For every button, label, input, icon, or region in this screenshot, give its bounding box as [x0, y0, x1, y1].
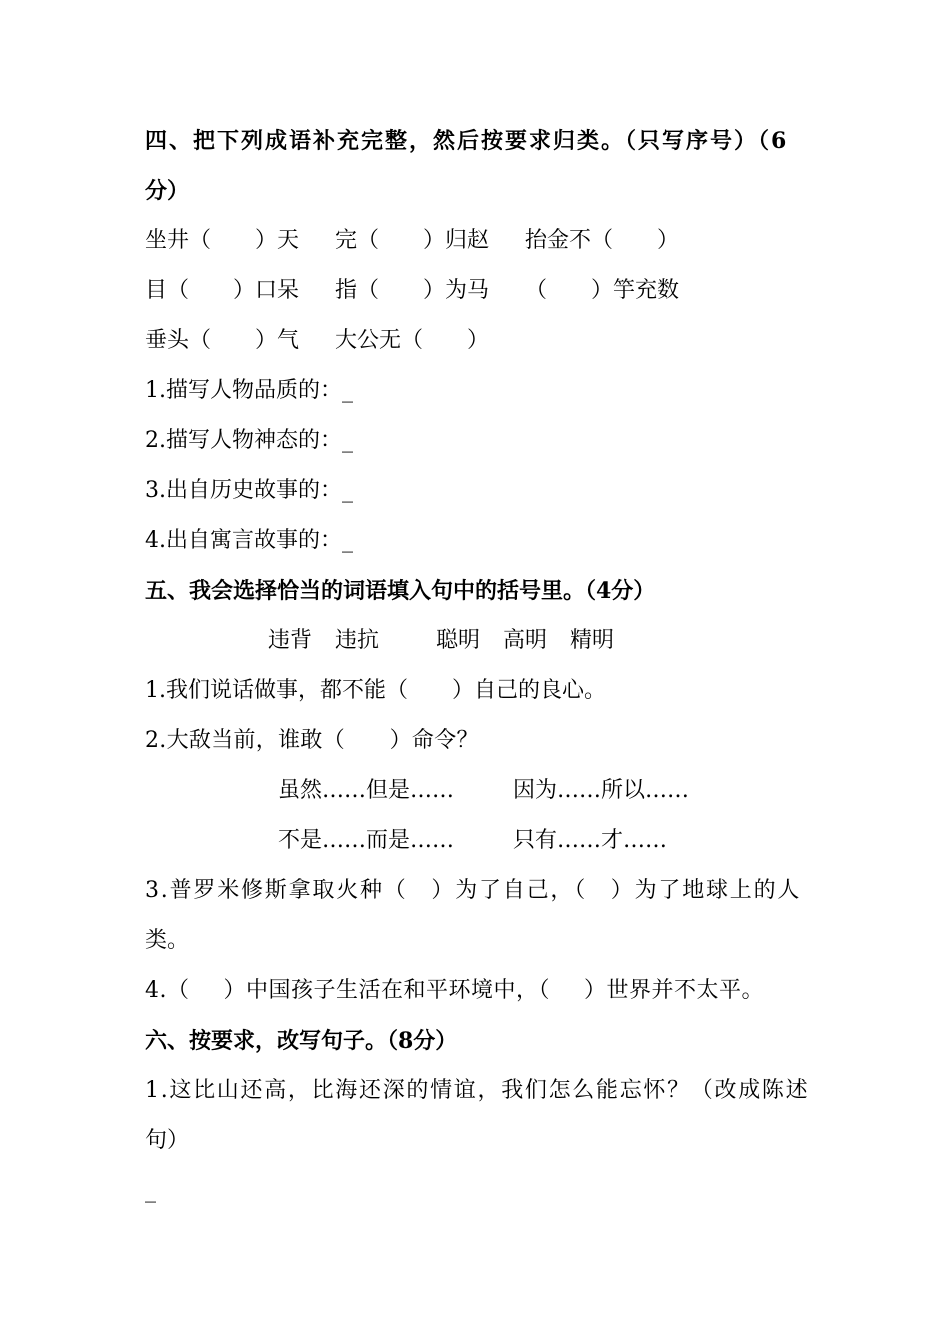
section-5-heading	[0, 566, 950, 616]
question-text: 1.我们说话做事，都不能（ ）自己的良心。	[145, 678, 606, 703]
category-line-3	[0, 466, 950, 516]
section-4-heading-line-2	[0, 166, 950, 216]
section-4-heading-line-1	[0, 116, 950, 166]
question-3-line-1	[0, 866, 950, 916]
question-3-line-2	[0, 916, 950, 966]
idiom-item: 垂头（ ）气	[145, 328, 300, 353]
word-bank-item: 违抗	[335, 628, 380, 653]
question-text: 2.大敌当前，谁敢（ ）命令？	[145, 728, 479, 753]
section-6-heading	[0, 1016, 950, 1066]
idiom-row-2	[0, 266, 950, 316]
category-line-1	[0, 366, 950, 416]
category-line-4	[0, 516, 950, 566]
word-bank-item: 精明	[570, 628, 615, 653]
word-bank	[0, 616, 950, 666]
question-1	[0, 666, 950, 716]
idiom-item: 大公无（ ）	[335, 328, 490, 353]
question-text: 3.普罗米修斯拿取火种（ ）为了自己，（ ）为了地球上的人	[145, 878, 802, 903]
section-4-heading-text: 四、把下列成语补充完整，然后按要求归类。（只写序号）（6	[145, 128, 789, 154]
question-text-cont: 类。	[145, 928, 190, 953]
rewrite-question-1-line-2	[0, 1116, 950, 1166]
connectives-row-2	[0, 816, 950, 866]
idiom-item: 目（ ）口呆	[145, 278, 300, 303]
category-text: 4.出自寓言故事的：_	[145, 528, 353, 553]
idiom-item: 指（ ）为马	[335, 278, 490, 303]
connective-item: 不是……而是……	[278, 828, 455, 853]
connective-item: 虽然……但是……	[278, 778, 455, 803]
word-bank-item: 违背	[268, 628, 313, 653]
category-text: 2.描写人物神态的：_	[145, 428, 353, 453]
idiom-row-3	[0, 316, 950, 366]
connective-item: 因为……所以……	[513, 778, 690, 803]
rewrite-question-1-line-1	[0, 1066, 950, 1116]
answer-blank: _	[145, 1178, 156, 1203]
question-text-cont: 句）	[145, 1128, 190, 1153]
idiom-item: 坐井（ ）天	[145, 228, 300, 253]
word-bank-item: 聪明	[436, 628, 481, 653]
category-text: 1.描写人物品质的：_	[145, 378, 353, 403]
idiom-row-1	[0, 216, 950, 266]
idiom-item: 完（ ）归赵	[335, 228, 490, 253]
section-6-rewrite	[0, 1016, 950, 1216]
section-6-heading-text: 六、按要求，改写句子。（8分）	[145, 1028, 458, 1054]
connective-item: 只有……才……	[513, 828, 668, 853]
section-4-idioms	[0, 116, 950, 566]
idiom-item: （ ）竽充数	[525, 278, 680, 303]
category-text: 3.出自历史故事的：_	[145, 478, 353, 503]
question-4	[0, 966, 950, 1016]
question-2	[0, 716, 950, 766]
word-bank-item: 高明	[503, 628, 548, 653]
idiom-item: 抬金不（ ）	[525, 228, 680, 253]
connectives-row-1	[0, 766, 950, 816]
question-text: 4.（ ）中国孩子生活在和平环境中，（ ）世界并不太平。	[145, 978, 764, 1003]
answer-line	[0, 1166, 950, 1216]
section-5-heading-text: 五、我会选择恰当的词语填入句中的括号里。（4分）	[145, 578, 656, 604]
category-line-2	[0, 416, 950, 466]
section-5-word-choice	[0, 566, 950, 1016]
section-4-heading-text-cont: 分）	[145, 178, 190, 204]
question-text: 1.这比山还高，比海还深的情谊，我们怎么能忘怀？（改成陈述	[145, 1078, 810, 1103]
